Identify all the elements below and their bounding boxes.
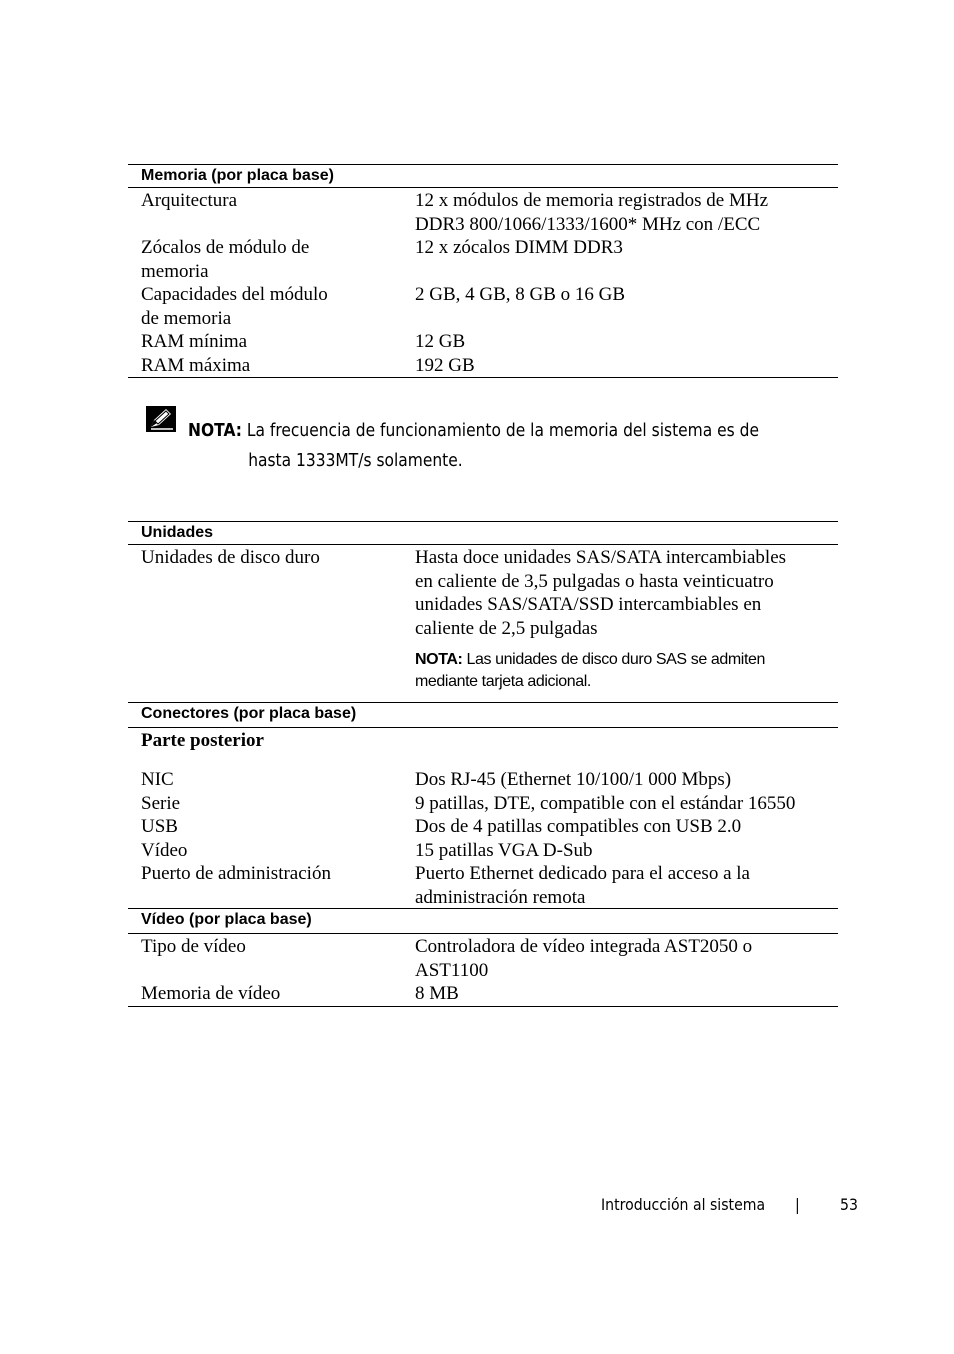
note-prefix: NOTA: [188, 420, 242, 441]
video-row-memory [128, 982, 838, 1006]
drives-table [128, 521, 838, 700]
connectors-subheader: Parte posterior [141, 730, 264, 751]
row-label: NIC [141, 769, 174, 790]
drives-note-prefix: NOTA: [415, 651, 463, 668]
pencil-note-icon [146, 406, 176, 437]
footer-section-title: Introducción al sistema [601, 1195, 766, 1214]
video-table [128, 908, 838, 1007]
connectors-row-video [128, 839, 838, 863]
connectors-row-management-port [128, 862, 838, 909]
row-value: 192 GB [415, 354, 475, 376]
row-label: Tipo de vídeo [141, 936, 246, 957]
row-label: Unidades de disco duro [141, 547, 320, 568]
drives-header: Unidades [128, 521, 838, 545]
row-value: 15 patillas VGA D-Sub [415, 839, 593, 861]
row-label: USB [141, 816, 178, 837]
row-value: 9 patillas, DTE, compatible con el estándar 16550 [415, 792, 796, 814]
row-value: 2 GB, 4 GB, 8 GB o 16 GB [415, 284, 626, 305]
video-header: Vídeo (por placa base) [128, 908, 838, 934]
note-line-2: hasta 1333MT/s solamente. [248, 450, 463, 471]
memory-table [128, 164, 838, 378]
row-label: RAM máxima [141, 354, 251, 376]
memory-row-capacities [128, 283, 838, 330]
row-value: 8 MB [415, 983, 459, 1004]
memory-row-max-ram [128, 354, 838, 378]
memory-row-architecture [128, 189, 838, 236]
drives-row-hdd [128, 546, 838, 700]
row-value: 12 x módulos de memoria registrados de MHz DDR3 800/1066/1333/1600* MHz con /ECC [415, 190, 769, 235]
row-label: Vídeo [141, 839, 188, 861]
row-value: Puerto Ethernet dedicado para el acceso a la administración remota [415, 863, 750, 908]
row-label: RAM mínima [141, 331, 248, 352]
page-number: 53 [840, 1195, 858, 1214]
row-value: 12 GB [415, 331, 466, 352]
row-value: Dos de 4 patillas compatibles con USB 2.0 [415, 816, 742, 837]
row-label: Puerto de administración [141, 863, 331, 884]
memory-row-sockets [128, 236, 838, 283]
footer-separator: | [795, 1195, 800, 1214]
memory-row-min-ram [128, 330, 838, 354]
row-label: Arquitectura [141, 190, 238, 211]
note-text [188, 416, 760, 476]
row-value: 12 x zócalos DIMM DDR3 [415, 237, 623, 258]
row-label: Serie [141, 792, 181, 814]
connectors-table [128, 702, 838, 909]
connectors-header: Conectores (por placa base) [128, 702, 838, 728]
drives-note: NOTA: Las unidades de disco duro SAS se admiten mediante tarjeta adicional. [415, 651, 765, 690]
connectors-row-usb [128, 815, 838, 839]
connectors-row-serial [128, 792, 838, 816]
connectors-row-nic [128, 768, 838, 792]
row-label: Zócalos de módulo de memoria [141, 237, 310, 282]
row-value: Hasta doce unidades SAS/SATA intercambiables en caliente de 3,5 pulgadas o hasta veinticuatro unidades SAS/SATA/SSD intercambiables en caliente de 2,5 pulgadas NOTA: Las unidades de disco duro SAS se admiten mediante tarjeta adicional. [415, 546, 838, 700]
row-label: Memoria de vídeo [141, 983, 281, 1004]
row-label: Capacidades del módulo de memoria [141, 284, 328, 329]
video-row-type [128, 935, 838, 982]
note-line-1: La frecuencia de funcionamiento de la memoria del sistema es de [246, 420, 760, 441]
row-value: Controladora de vídeo integrada AST2050 o AST1100 [415, 936, 753, 981]
row-value: Dos RJ-45 (Ethernet 10/100/1 000 Mbps) [415, 769, 732, 790]
memory-header: Memoria (por placa base) [128, 164, 838, 188]
